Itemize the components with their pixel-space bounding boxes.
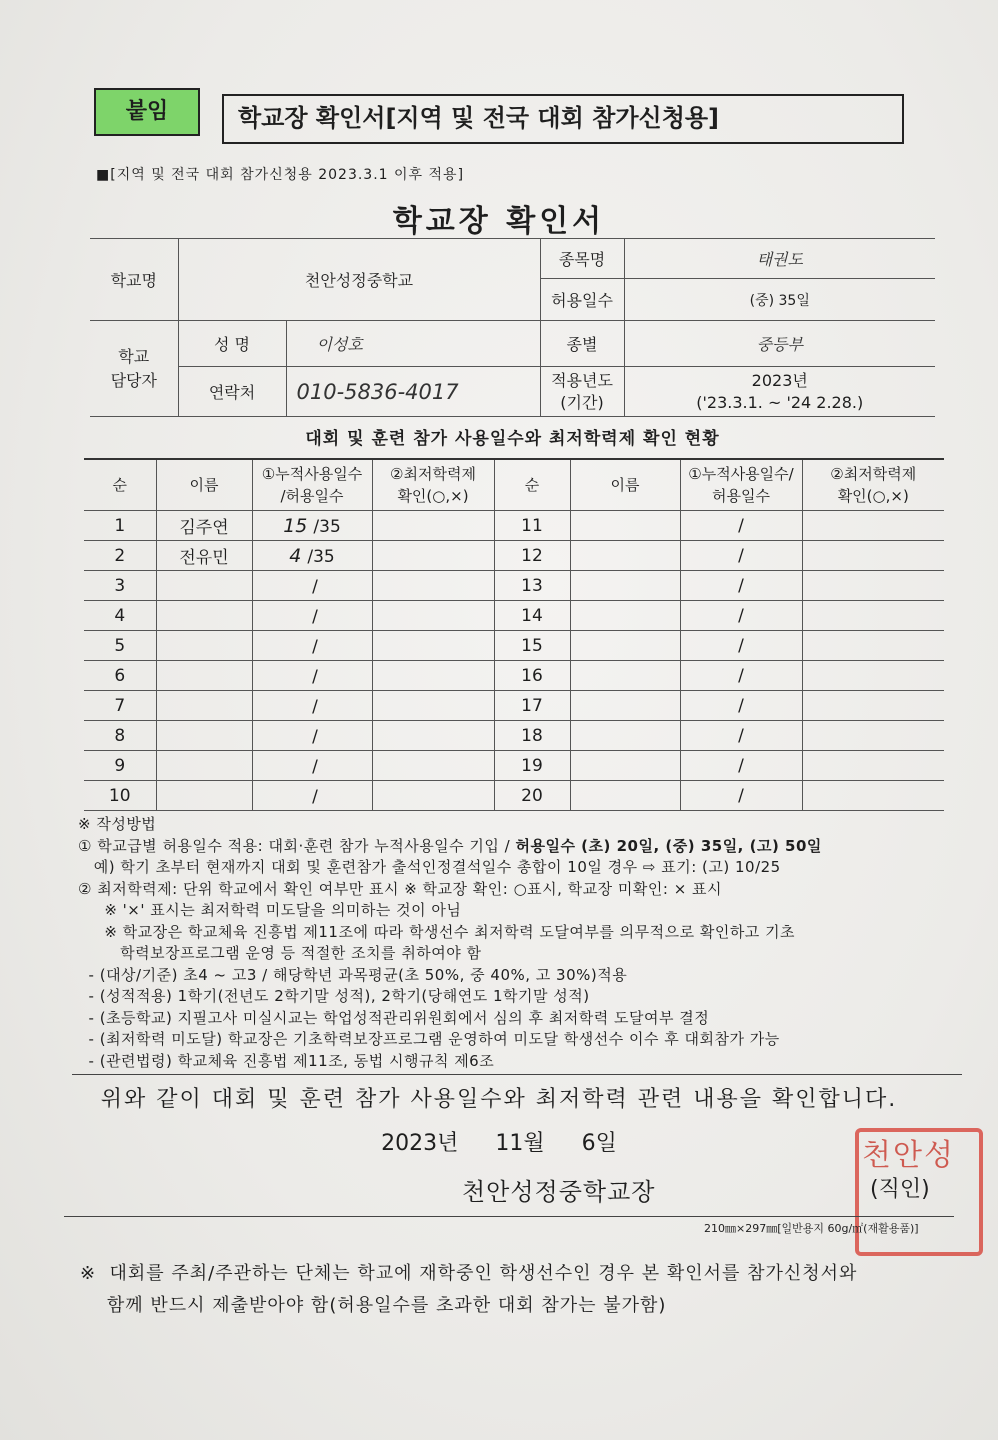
instructions: [78, 814, 958, 1072]
academic-check: [372, 721, 494, 751]
athlete-table: [84, 458, 944, 811]
info-table: [90, 238, 935, 417]
athlete-name: [570, 781, 680, 811]
academic-check: [802, 661, 944, 691]
academic-check: [802, 781, 944, 811]
instruction-3: ② 최저학력제: 단위 학교에서 확인 여부만 표시 ※ 학교장 확인: ○표시, 학교장 미확인: × 표시: [78, 879, 723, 898]
instruction-4: ※ '×' 표시는 최저학력 미도달을 의미하는 것이 아님: [78, 901, 462, 919]
attachment-tag: 붙임: [94, 88, 200, 136]
athlete-name: [570, 511, 680, 541]
table-row: [84, 721, 944, 751]
row-number: 2: [84, 541, 156, 571]
footnote-line-2: 함께 반드시 제출받아야 함(허용일수를 초과한 대회 참가는 불가함): [80, 1295, 667, 1316]
athlete-name: 전유민: [156, 541, 252, 571]
academic-check: [802, 751, 944, 781]
instruction-2: 예) 학기 초부터 현재까지 대회 및 훈련참가 출석인정결석일수 총합이 10일 경우 ⇨ 표기: (고) 10/25: [78, 858, 781, 876]
seal-label: (직인): [870, 1177, 930, 1202]
table-row: [84, 631, 944, 661]
athlete-name: [156, 691, 252, 721]
row-number: 7: [84, 691, 156, 721]
apply-note: ■[지역 및 전국 대회 참가신청용 2023.3.1 이후 적용]: [96, 167, 465, 183]
days-cell: [252, 751, 372, 781]
allowed-days: /35: [307, 546, 335, 567]
instruction-7: - (대상/기준) 초4 ~ 고3 / 해당학년 과목평균(초 50%, 중 40%, 고 30%)적용: [78, 965, 628, 984]
used-days: 15: [283, 514, 308, 537]
paper-spec: 210㎜×297㎜[일반용지 60g/㎡(재활용품)]: [704, 1222, 919, 1235]
days-cell: /: [680, 691, 802, 721]
days-cell: /: [680, 511, 802, 541]
table-row: [84, 601, 944, 631]
table-row: [84, 661, 944, 691]
athlete-name: [156, 661, 252, 691]
row-number: 9: [84, 751, 156, 781]
manager-label: 학교 담당자: [90, 321, 178, 417]
academic-check: [372, 691, 494, 721]
days-cell: [252, 721, 372, 751]
academic-check: [372, 571, 494, 601]
days-cell: /: [680, 631, 802, 661]
athlete-name: [156, 721, 252, 751]
row-number: 11: [494, 511, 570, 541]
athlete-name: [570, 631, 680, 661]
row-number: 14: [494, 601, 570, 631]
category-label: 종별: [540, 321, 624, 367]
col-name-left: 이름: [156, 459, 252, 511]
days-cell: /: [680, 781, 802, 811]
athlete-name: [156, 601, 252, 631]
row-number: 20: [494, 781, 570, 811]
col-no-right: 순: [494, 459, 570, 511]
row-number: 13: [494, 571, 570, 601]
days-cell: /: [680, 661, 802, 691]
principal-name: 천안성정중학교장: [462, 1178, 656, 1206]
name-label: 성 명: [178, 321, 286, 367]
academic-check: [372, 781, 494, 811]
school-value: 천안성정중학교: [178, 239, 540, 321]
table-row: [84, 541, 944, 571]
col-days-left: ①누적사용일수 /허용일수: [252, 459, 372, 511]
allowed-days: /: [312, 756, 318, 777]
table-row: [84, 781, 944, 811]
days-cell: /: [680, 571, 802, 601]
footnote-line-1: ※ 대회를 주최/주관하는 단체는 학교에 재학중인 학생선수인 경우 본 확인서를 참가신청서와: [80, 1263, 858, 1284]
col-no-left: 순: [84, 459, 156, 511]
instruction-1a: ① 학교급별 허용일수 적용: 대회·훈련 참가 누적사용일수 기입 /: [78, 836, 516, 855]
row-number: 5: [84, 631, 156, 661]
category-value: 중등부: [624, 321, 935, 367]
academic-check: [802, 511, 944, 541]
col-acad-right: ②최저학력제 확인(○,×): [802, 459, 944, 511]
issue-date: 2023년 11월 6일: [381, 1131, 617, 1156]
athlete-name: [570, 751, 680, 781]
year-value: 2023년: [751, 370, 808, 390]
athlete-name: [570, 571, 680, 601]
footnote: [80, 1258, 960, 1322]
summary-heading: 대회 및 훈련 참가 사용일수와 최저학력제 확인 현황: [305, 429, 720, 449]
table-row: [84, 511, 944, 541]
academic-check: [802, 601, 944, 631]
days-cell: [252, 661, 372, 691]
academic-check: [802, 571, 944, 601]
athlete-name: [570, 601, 680, 631]
athlete-name: 김주연: [156, 511, 252, 541]
athlete-name: [570, 691, 680, 721]
row-number: 3: [84, 571, 156, 601]
header-title: 학교장 확인서[지역 및 전국 대회 참가신청용]: [222, 94, 904, 144]
allowed-days: /: [312, 606, 318, 627]
athlete-name: [156, 751, 252, 781]
row-number: 17: [494, 691, 570, 721]
table-row: [84, 571, 944, 601]
days-cell: [252, 601, 372, 631]
days-cell: [252, 541, 372, 571]
athlete-name: [570, 541, 680, 571]
instruction-11: - (관련법령) 학교체육 진흥법 제11조, 동법 시행규칙 제6조: [78, 1051, 495, 1070]
confirmation-text: 위와 같이 대회 및 훈련 참가 사용일수와 최저학력 관련 내용을 확인합니다.: [100, 1087, 898, 1112]
athlete-name: [570, 721, 680, 751]
academic-check: [372, 631, 494, 661]
year-period: ('23.3.1. ~ '24 2.28.): [696, 392, 864, 412]
name-value: 이성호: [286, 321, 540, 367]
instruction-8: - (성적적용) 1학기(전년도 2학기말 성적), 2학기(당해연도 1학기말 성적): [78, 987, 590, 1005]
col-acad-left: ②최저학력제 확인(○,×): [372, 459, 494, 511]
academic-check: [802, 691, 944, 721]
academic-check: [372, 601, 494, 631]
contact-label: 연락처: [178, 367, 286, 417]
academic-check: [372, 751, 494, 781]
academic-check: [372, 541, 494, 571]
days-cell: /: [680, 601, 802, 631]
event-value: 태권도: [624, 239, 935, 279]
document-title: 학교장 확인서: [392, 204, 606, 239]
athlete-name: [156, 781, 252, 811]
row-number: 10: [84, 781, 156, 811]
instructions-title: ※ 작성방법: [78, 815, 157, 833]
academic-check: [802, 631, 944, 661]
school-label: 학교명: [90, 239, 178, 321]
allowed-label: 허용일수: [540, 279, 624, 321]
divider: [72, 1074, 962, 1075]
allowed-days: /35: [313, 516, 341, 537]
academic-check: [372, 511, 494, 541]
days-cell: [252, 691, 372, 721]
row-number: 4: [84, 601, 156, 631]
days-cell: [252, 571, 372, 601]
days-cell: [252, 781, 372, 811]
athlete-name: [570, 661, 680, 691]
allowed-days: /: [312, 786, 318, 807]
days-cell: /: [680, 541, 802, 571]
instruction-1b: 허용일수 (초) 20일, (중) 35일, (고) 50일: [515, 836, 822, 855]
seal-text: 천안성: [862, 1138, 955, 1173]
academic-check: [372, 661, 494, 691]
days-cell: /: [680, 751, 802, 781]
instruction-6: 학력보장프로그램 운영 등 적절한 조치를 취하여야 함: [78, 944, 482, 962]
row-number: 8: [84, 721, 156, 751]
row-number: 19: [494, 751, 570, 781]
instruction-10: - (최저학력 미도달) 학교장은 기초학력보장프로그램 운영하여 미도달 학생선수 이수 후 대회참가 가능: [78, 1030, 780, 1048]
row-number: 1: [84, 511, 156, 541]
row-number: 12: [494, 541, 570, 571]
col-name-right: 이름: [570, 459, 680, 511]
allowed-days: /: [312, 726, 318, 747]
academic-check: [802, 541, 944, 571]
athlete-name: [156, 571, 252, 601]
contact-value: 010-5836-4017: [286, 367, 540, 417]
days-cell: [252, 511, 372, 541]
year-label: 적용년도 (기간): [540, 367, 624, 417]
divider-2: [64, 1216, 954, 1217]
academic-check: [802, 721, 944, 751]
allowed-days: /: [312, 696, 318, 717]
allowed-value: (중) 35일: [624, 279, 935, 321]
athlete-name: [156, 631, 252, 661]
table-row: [84, 751, 944, 781]
days-cell: /: [680, 721, 802, 751]
table-row: [84, 691, 944, 721]
row-number: 18: [494, 721, 570, 751]
allowed-days: /: [312, 636, 318, 657]
col-days-right: ①누적사용일수/ 허용일수: [680, 459, 802, 511]
allowed-days: /: [312, 666, 318, 687]
days-cell: [252, 631, 372, 661]
instruction-5: ※ 학교장은 학교체육 진흥법 제11조에 따라 학생선수 최저학력 도달여부를 의무적으로 확인하고 기초: [78, 922, 796, 941]
allowed-days: /: [312, 576, 318, 597]
row-number: 15: [494, 631, 570, 661]
row-number: 6: [84, 661, 156, 691]
instruction-9: - (초등학교) 지필고사 미실시교는 학업성적관리위원회에서 심의 후 최저학력 도달여부 결정: [78, 1008, 710, 1027]
used-days: 4: [289, 544, 302, 567]
event-label: 종목명: [540, 239, 624, 279]
row-number: 16: [494, 661, 570, 691]
